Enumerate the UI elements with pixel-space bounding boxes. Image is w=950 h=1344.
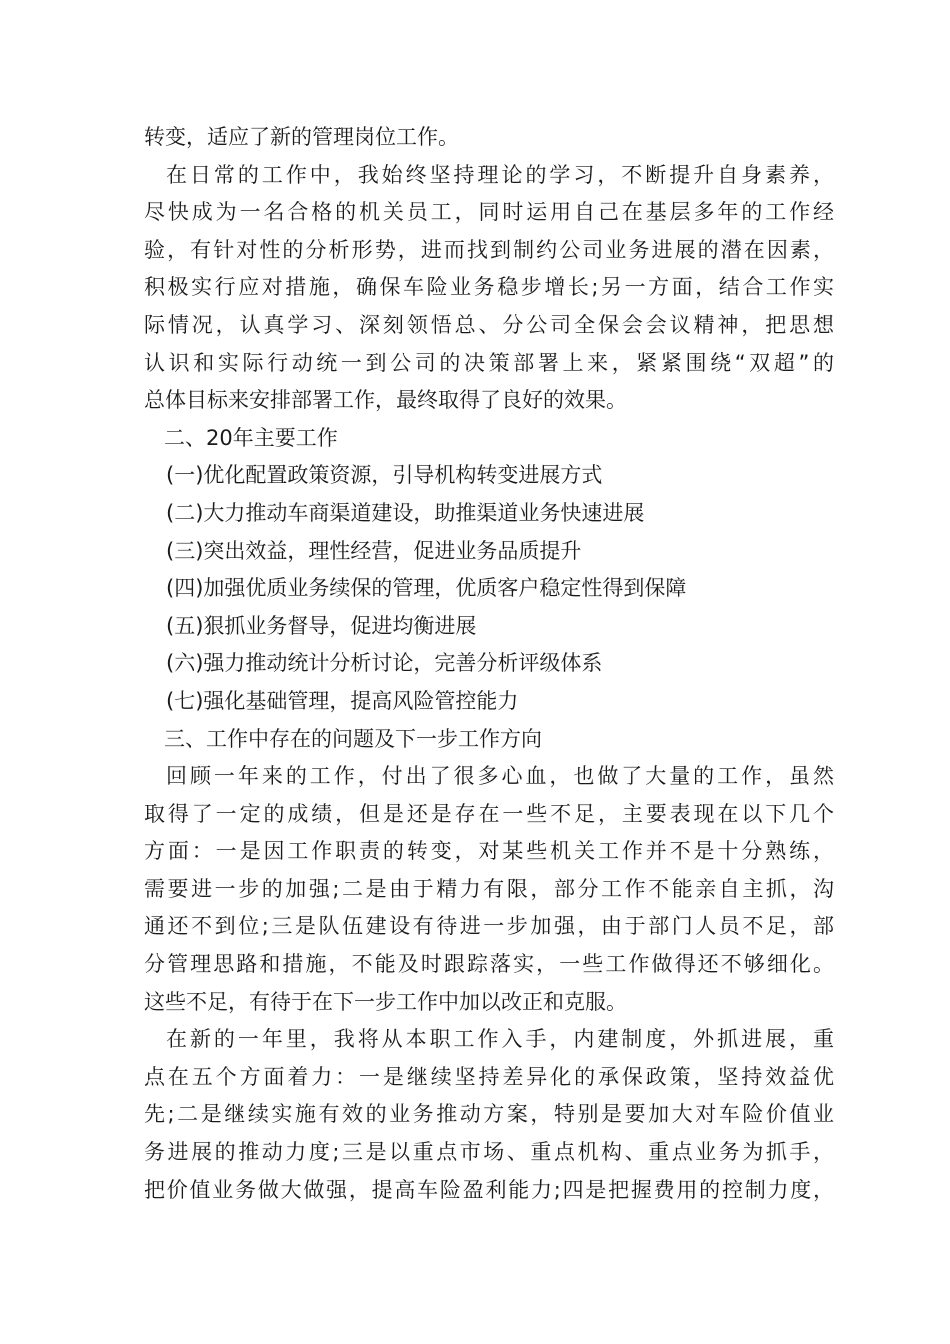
paragraph-line: 务进展的推动力度;三是以重点市场、重点机构、重点业务为抓手， [144, 1140, 834, 1165]
paragraph-line: 积极实行应对措施，确保车险业务稳步增长;另一方面，结合工作实 [144, 275, 834, 300]
paragraph-line: 点在五个方面着力：一是继续坚持差异化的承保政策，坚持效益优 [144, 1064, 834, 1089]
subsection-heading: (二)大力推动车商渠道建设，助推渠道业务快速进展 [166, 500, 645, 525]
paragraph-first-line: 回顾一年来的工作，付出了很多心血，也做了大量的工作，虽然 [166, 764, 834, 789]
subsection-heading: (一)优化配置政策资源，引导机构转变进展方式 [166, 463, 603, 488]
paragraph-line: 验，有针对性的分析形势，进而找到制约公司业务进展的潜在因素， [144, 237, 834, 262]
subsection-heading: (五)狠抓业务督导，促进均衡进展 [166, 613, 477, 638]
paragraph-line: 先;二是继续实施有效的业务推动方案，特别是要加大对车险价值业 [144, 1102, 834, 1127]
paragraph-line: 把价值业务做大做强，提高车险盈利能力;四是把握费用的控制力度， [144, 1177, 834, 1202]
paragraph-first-line: 在新的一年里，我将从本职工作入手，内建制度，外抓进展，重 [166, 1027, 834, 1052]
document-body [144, 119, 834, 1209]
subsection-heading: (七)强化基础管理，提高风险管控能力 [166, 688, 519, 713]
paragraph-line: 这些不足，有待于在下一步工作中加以改正和克服。 [144, 989, 627, 1014]
paragraph-line: 分管理思路和措施，不能及时跟踪落实，一些工作做得还不够细化。 [144, 952, 834, 977]
paragraph-line: 方面：一是因工作职责的转变，对某些机关工作并不是十分熟练， [144, 839, 834, 864]
paragraph-line: 转变，适应了新的管理岗位工作。 [144, 125, 459, 149]
paragraph-line: 认识和实际行动统一到公司的决策部署上来，紧紧围绕“双超”的 [144, 350, 834, 375]
paragraph-line: 通还不到位;三是队伍建设有待进一步加强，由于部门人员不足，部 [144, 914, 834, 939]
subsection-heading: (四)加强优质业务续保的管理，优质客户稳定性得到保障 [166, 576, 687, 601]
subsection-heading: (六)强力推动统计分析讨论，完善分析评级体系 [166, 651, 603, 676]
paragraph-line: 需要进一步的加强;二是由于精力有限，部分工作不能亲自主抓，沟 [144, 876, 834, 901]
paragraph-first-line: 在日常的工作中，我始终坚持理论的学习，不断提升自身素养， [166, 162, 834, 187]
paragraph-line: 际情况，认真学习、深刻领悟总、分公司全保会会议精神，把思想 [144, 312, 834, 337]
section-heading: 三、工作中存在的问题及下一步工作方向 [164, 726, 542, 751]
subsection-heading: (三)突出效益，理性经营，促进业务品质提升 [166, 538, 582, 563]
paragraph-line: 尽快成为一名合格的机关员工，同时运用自己在基层多年的工作经 [144, 200, 834, 225]
paragraph-line: 取得了一定的成绩，但是还是存在一些不足，主要表现在以下几个 [144, 801, 834, 826]
section-heading: 二、20年主要工作 [164, 425, 338, 450]
paragraph-line: 总体目标来安排部署工作，最终取得了良好的效果。 [144, 388, 627, 413]
